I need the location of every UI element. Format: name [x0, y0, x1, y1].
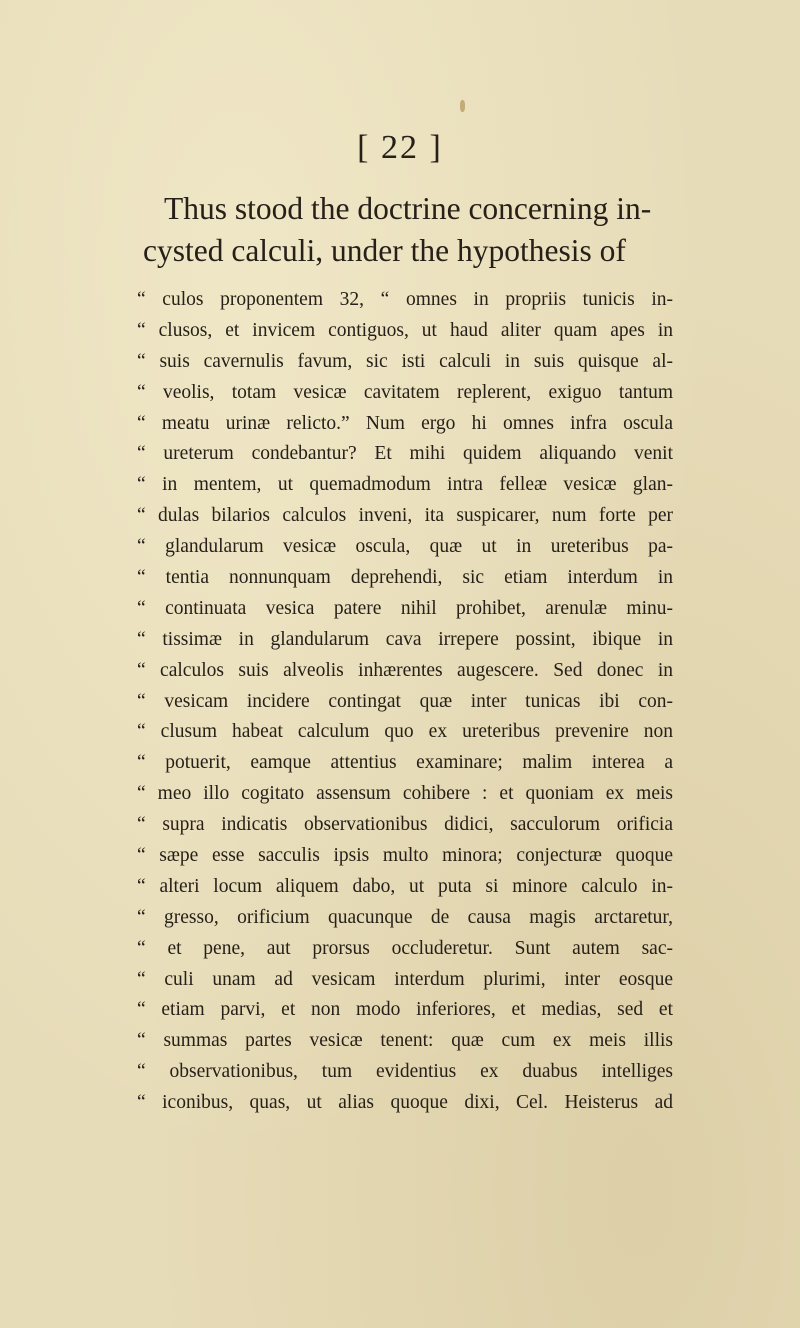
heading-line-2: cysted calculi, under the hypothesis of: [143, 233, 626, 268]
text-line: “ vesicam incidere contingat quæ inter tunicas ibi con-: [137, 690, 673, 712]
text-line: “ ureterum condebantur? Et mihi quidem aliquando venit: [137, 443, 673, 465]
text-line: “ summas partes vesicæ tenent: quæ cum ex meis illis: [137, 1030, 673, 1052]
text-line: “ suis cavernulis favum, sic isti calculi in suis quisque al-: [137, 350, 673, 372]
text-line: “ supra indicatis observationibus didici, sacculorum orificia: [137, 814, 673, 836]
text-line: “ etiam parvi, et non modo inferiores, et medias, sed et: [137, 999, 673, 1021]
text-line: “ iconibus, quas, ut alias quoque dixi, Cel. Heisterus ad: [137, 1092, 673, 1114]
body-text: [137, 285, 673, 1119]
text-line: “ clusum habeat calculum quo ex ureteribus prevenire non: [137, 721, 673, 743]
page-number: [ 22 ]: [357, 129, 443, 166]
text-line: “ culos proponentem 32, “ omnes in propriis tunicis in-: [137, 289, 673, 310]
text-line: “ sæpe esse sacculis ipsis multo minora; conjecturæ quoque: [137, 845, 673, 867]
text-line: “ et pene, aut prorsus occluderetur. Sunt autem sac-: [137, 937, 673, 959]
text-line: “ in mentem, ut quemadmodum intra felleæ vesicæ glan-: [137, 474, 673, 496]
text-line: “ tentia nonnunquam deprehendi, sic etiam interdum in: [137, 567, 673, 589]
text-line: “ alteri locum aliquem dabo, ut puta si minore calculo in-: [137, 875, 673, 897]
text-line: “ veolis, totam vesicæ cavitatem replerent, exiguo tantum: [137, 381, 673, 403]
text-line: “ calculos suis alveolis inhærentes augescere. Sed donec in: [137, 659, 673, 681]
text-line: “ meo illo cogitato assensum cohibere : et quoniam ex meis: [137, 783, 673, 805]
text-line: “ tissimæ in glandularum cava irrepere possint, ibique in: [137, 628, 673, 650]
paper-blemish: [460, 100, 465, 112]
text-line: “ gresso, orificium quacunque de causa magis arctaretur,: [137, 906, 673, 928]
text-line: “ continuata vesica patere nihil prohibet, arenulæ minu-: [137, 597, 673, 619]
text-line: “ glandularum vesicæ oscula, quæ ut in ureteribus pa-: [137, 536, 673, 558]
text-line: “ observationibus, tum evidentius ex duabus intelliges: [137, 1061, 673, 1083]
text-line: “ potuerit, eamque attentius examinare; malim interea a: [137, 752, 673, 774]
text-line: “ meatu urinæ relicto.” Num ergo hi omnes infra oscula: [137, 412, 673, 434]
heading-line-1: Thus stood the doctrine concerning in-: [164, 191, 652, 226]
text-line: “ dulas bilarios calculos inveni, ita suspicarer, num forte per: [137, 505, 673, 527]
text-line: “ clusos, et invicem contiguos, ut haud aliter quam apes in: [137, 319, 673, 341]
text-line: “ culi unam ad vesicam interdum plurimi, inter eosque: [137, 968, 673, 990]
